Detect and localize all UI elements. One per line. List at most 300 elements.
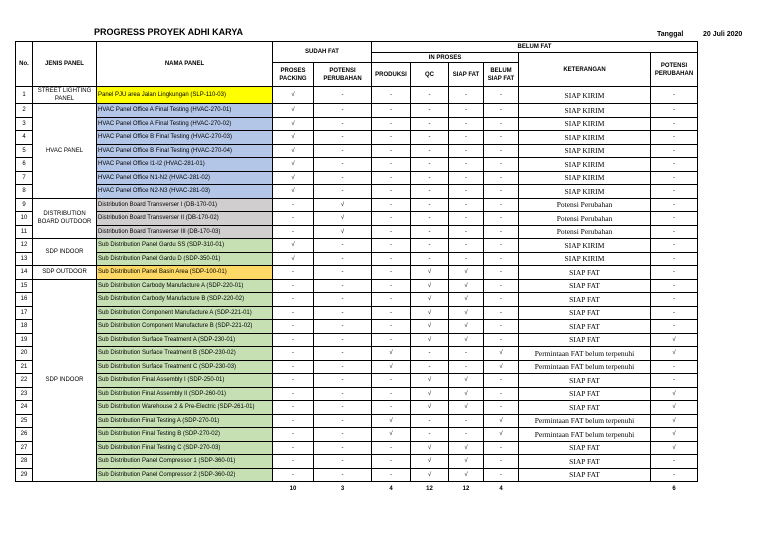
row-no: 26 — [16, 428, 33, 442]
belum-siap-fat-cell: - — [484, 131, 519, 145]
nama-panel-cell: Sub Distribution Final Testing B (SDP-270-02) — [97, 428, 273, 442]
row-no: 11 — [16, 225, 33, 239]
potensi-perubahan-cell: - — [314, 239, 372, 253]
siap-fat-cell: - — [449, 239, 484, 253]
potensi-perubahan-2-cell: - — [651, 104, 698, 118]
produksi-cell: - — [372, 117, 411, 131]
row-no: 6 — [16, 158, 33, 172]
belum-siap-fat-cell: √ — [484, 414, 519, 428]
qc-cell: - — [411, 239, 449, 253]
potensi-perubahan-cell: √ — [314, 198, 372, 212]
table-row — [16, 401, 698, 415]
row-no: 18 — [16, 320, 33, 334]
siap-fat-cell: √ — [449, 320, 484, 334]
potensi-perubahan-cell: - — [314, 347, 372, 361]
nama-panel-cell: Sub Distribution Final Assembly I (SDP-250-01) — [97, 374, 273, 388]
proses-packing-cell: - — [273, 455, 314, 469]
produksi-cell: √ — [372, 414, 411, 428]
row-no: 5 — [16, 144, 33, 158]
date-value: 20 Juli 2020 — [703, 31, 743, 38]
proses-packing-cell: - — [273, 347, 314, 361]
produksi-cell: - — [372, 225, 411, 239]
table-row — [16, 374, 698, 388]
proses-packing-cell: - — [273, 360, 314, 374]
row-no: 10 — [16, 212, 33, 226]
keterangan-cell: SIAP KIRIM — [519, 104, 651, 118]
proses-packing-cell: √ — [273, 87, 314, 104]
jenis-panel-cell: SDP INDOOR — [33, 239, 97, 266]
nama-panel-cell: Distribution Board Transverser II (DB-170-02) — [97, 212, 273, 226]
produksi-cell: √ — [372, 428, 411, 442]
siap-fat-cell: - — [449, 428, 484, 442]
col-proses-packing: PROSES PACKING — [273, 63, 314, 87]
potensi-perubahan-2-cell: - — [651, 360, 698, 374]
potensi-perubahan-2-cell: - — [651, 158, 698, 172]
potensi-perubahan-2-cell: - — [651, 239, 698, 253]
table-header — [16, 42, 698, 87]
col-keterangan: KETERANGAN — [519, 53, 651, 87]
potensi-perubahan-2-cell: - — [651, 144, 698, 158]
produksi-cell: - — [372, 441, 411, 455]
qc-cell: - — [411, 185, 449, 199]
potensi-perubahan-cell: - — [314, 293, 372, 307]
potensi-perubahan-cell: - — [314, 387, 372, 401]
produksi-cell: - — [372, 171, 411, 185]
table-row — [16, 131, 698, 145]
row-no: 9 — [16, 198, 33, 212]
keterangan-cell: SIAP FAT — [519, 266, 651, 280]
keterangan-cell: SIAP FAT — [519, 374, 651, 388]
siap-fat-cell: √ — [449, 333, 484, 347]
keterangan-cell: Potensi Perubahan — [519, 225, 651, 239]
proses-packing-cell: - — [273, 306, 314, 320]
potensi-perubahan-cell: √ — [314, 212, 372, 226]
potensi-perubahan-cell: - — [314, 252, 372, 266]
total-produksi: 4 — [389, 486, 393, 492]
keterangan-cell: SIAP KIRIM — [519, 252, 651, 266]
potensi-perubahan-cell: - — [314, 87, 372, 104]
siap-fat-cell: - — [449, 104, 484, 118]
nama-panel-cell: Sub Distribution Surface Treatment C (SDP-230-03) — [97, 360, 273, 374]
potensi-perubahan-2-cell: - — [651, 374, 698, 388]
table-row — [16, 320, 698, 334]
produksi-cell: - — [372, 198, 411, 212]
table-row — [16, 279, 698, 293]
nama-panel-cell: Sub Distribution Panel Basin Area (SDP-100-01) — [97, 266, 273, 280]
qc-cell: √ — [411, 374, 449, 388]
siap-fat-cell: - — [449, 212, 484, 226]
qc-cell: - — [411, 87, 449, 104]
table-row — [16, 455, 698, 469]
nama-panel-cell: HVAC Panel Office A Final Testing (HVAC-270-01) — [97, 104, 273, 118]
potensi-perubahan-2-cell: - — [651, 266, 698, 280]
potensi-perubahan-2-cell: √ — [651, 441, 698, 455]
potensi-perubahan-2-cell: √ — [651, 401, 698, 415]
proses-packing-cell: - — [273, 198, 314, 212]
proses-packing-cell: - — [273, 428, 314, 442]
potensi-perubahan-2-cell: - — [651, 185, 698, 199]
belum-siap-fat-cell: √ — [484, 360, 519, 374]
belum-siap-fat-cell: - — [484, 279, 519, 293]
nama-panel-cell: Sub Distribution Surface Treatment B (SDP-230-02) — [97, 347, 273, 361]
qc-cell: - — [411, 131, 449, 145]
proses-packing-cell: - — [273, 266, 314, 280]
proses-packing-cell: √ — [273, 117, 314, 131]
qc-cell: - — [411, 144, 449, 158]
belum-siap-fat-cell: - — [484, 387, 519, 401]
potensi-perubahan-2-cell: - — [651, 198, 698, 212]
proses-packing-cell: - — [273, 387, 314, 401]
produksi-cell: - — [372, 239, 411, 253]
belum-siap-fat-cell: - — [484, 225, 519, 239]
produksi-cell: - — [372, 104, 411, 118]
row-no: 20 — [16, 347, 33, 361]
table-row — [16, 144, 698, 158]
proses-packing-cell: - — [273, 279, 314, 293]
keterangan-cell: SIAP FAT — [519, 401, 651, 415]
row-no: 17 — [16, 306, 33, 320]
potensi-perubahan-cell: - — [314, 131, 372, 145]
proses-packing-cell: √ — [273, 158, 314, 172]
proses-packing-cell: - — [273, 225, 314, 239]
nama-panel-cell: Sub Distribution Carbody Manufacture A (SDP-220-01) — [97, 279, 273, 293]
col-potensi-perubahan: POTENSI PERUBAHAN — [314, 63, 372, 87]
qc-cell: - — [411, 428, 449, 442]
qc-cell: - — [411, 117, 449, 131]
potensi-perubahan-cell: - — [314, 171, 372, 185]
proses-packing-cell: - — [273, 293, 314, 307]
qc-cell: √ — [411, 387, 449, 401]
keterangan-cell: SIAP KIRIM — [519, 239, 651, 253]
potensi-perubahan-2-cell: - — [651, 225, 698, 239]
keterangan-cell: SIAP FAT — [519, 306, 651, 320]
row-no: 12 — [16, 239, 33, 253]
nama-panel-cell: Sub Distribution Final Testing A (SDP-270-01) — [97, 414, 273, 428]
nama-panel-cell: Sub Distribution Component Manufacture B (SDP-221-02) — [97, 320, 273, 334]
qc-cell: √ — [411, 320, 449, 334]
potensi-perubahan-2-cell: √ — [651, 347, 698, 361]
potensi-perubahan-cell: - — [314, 104, 372, 118]
table-body — [16, 87, 698, 482]
proses-packing-cell: - — [273, 441, 314, 455]
potensi-perubahan-cell: - — [314, 441, 372, 455]
belum-siap-fat-cell: √ — [484, 347, 519, 361]
qc-cell: √ — [411, 333, 449, 347]
produksi-cell: - — [372, 293, 411, 307]
table-row — [16, 104, 698, 118]
siap-fat-cell: - — [449, 171, 484, 185]
keterangan-cell: SIAP KIRIM — [519, 144, 651, 158]
potensi-perubahan-2-cell: - — [651, 306, 698, 320]
siap-fat-cell: √ — [449, 306, 484, 320]
belum-siap-fat-cell: - — [484, 104, 519, 118]
nama-panel-cell: HVAC Panel Office B Final Testing (HVAC-270-03) — [97, 131, 273, 145]
potensi-perubahan-2-cell: √ — [651, 333, 698, 347]
belum-siap-fat-cell: - — [484, 117, 519, 131]
total-proses-packing: 10 — [289, 486, 297, 492]
siap-fat-cell: √ — [449, 441, 484, 455]
nama-panel-cell: Sub Distribution Final Assembly II (SDP-260-01) — [97, 387, 273, 401]
keterangan-cell: SIAP FAT — [519, 468, 651, 482]
row-no: 3 — [16, 117, 33, 131]
row-no: 23 — [16, 387, 33, 401]
potensi-perubahan-2-cell: - — [651, 279, 698, 293]
siap-fat-cell: √ — [449, 455, 484, 469]
belum-siap-fat-cell: - — [484, 455, 519, 469]
qc-cell: - — [411, 198, 449, 212]
potensi-perubahan-2-cell: - — [651, 455, 698, 469]
nama-panel-cell: Distribution Board Transverser I (DB-170-01) — [97, 198, 273, 212]
siap-fat-cell: √ — [449, 401, 484, 415]
keterangan-cell: Potensi Perubahan — [519, 212, 651, 226]
potensi-perubahan-2-cell: - — [651, 293, 698, 307]
siap-fat-cell: √ — [449, 387, 484, 401]
potensi-perubahan-cell: - — [314, 428, 372, 442]
potensi-perubahan-cell: - — [314, 414, 372, 428]
produksi-cell: - — [372, 131, 411, 145]
proses-packing-cell: - — [273, 212, 314, 226]
row-no: 13 — [16, 252, 33, 266]
table-totals — [16, 482, 698, 497]
row-no: 1 — [16, 87, 33, 104]
siap-fat-cell: √ — [449, 279, 484, 293]
keterangan-cell: Permintaan FAT belum terpenuhi — [519, 360, 651, 374]
potensi-perubahan-cell: - — [314, 185, 372, 199]
col-in-proses: IN PROSES — [372, 53, 519, 63]
siap-fat-cell: - — [449, 131, 484, 145]
row-no: 27 — [16, 441, 33, 455]
produksi-cell: - — [372, 468, 411, 482]
nama-panel-cell: Sub Distribution Component Manufacture A (SDP-221-01) — [97, 306, 273, 320]
table-row — [16, 266, 698, 280]
table-row — [16, 306, 698, 320]
proses-packing-cell: √ — [273, 239, 314, 253]
total-siap-fat: 12 — [462, 486, 470, 492]
potensi-perubahan-2-cell: √ — [651, 387, 698, 401]
qc-cell: - — [411, 212, 449, 226]
qc-cell: - — [411, 225, 449, 239]
potensi-perubahan-cell: - — [314, 144, 372, 158]
keterangan-cell: SIAP KIRIM — [519, 171, 651, 185]
table-row — [16, 333, 698, 347]
produksi-cell: - — [372, 185, 411, 199]
belum-siap-fat-cell: - — [484, 239, 519, 253]
keterangan-cell: SIAP KIRIM — [519, 87, 651, 104]
produksi-cell: √ — [372, 347, 411, 361]
date-label: Tanggal — [657, 31, 684, 38]
proses-packing-cell: √ — [273, 252, 314, 266]
col-qc: QC — [411, 63, 449, 87]
keterangan-cell: SIAP KIRIM — [519, 131, 651, 145]
potensi-perubahan-cell: - — [314, 360, 372, 374]
row-no: 19 — [16, 333, 33, 347]
nama-panel-cell: HVAC Panel Office B Final Testing (HVAC-270-04) — [97, 144, 273, 158]
keterangan-cell: SIAP FAT — [519, 293, 651, 307]
produksi-cell: - — [372, 87, 411, 104]
siap-fat-cell: - — [449, 252, 484, 266]
siap-fat-cell: - — [449, 347, 484, 361]
produksi-cell: - — [372, 320, 411, 334]
produksi-cell: - — [372, 387, 411, 401]
belum-siap-fat-cell: - — [484, 198, 519, 212]
col-nama-panel: NAMA PANEL — [97, 42, 273, 87]
qc-cell: - — [411, 171, 449, 185]
keterangan-cell: Permintaan FAT belum terpenuhi — [519, 428, 651, 442]
table-row — [16, 198, 698, 212]
row-no: 22 — [16, 374, 33, 388]
belum-siap-fat-cell: - — [484, 144, 519, 158]
row-no: 29 — [16, 468, 33, 482]
potensi-perubahan-cell: - — [314, 279, 372, 293]
produksi-cell: - — [372, 401, 411, 415]
produksi-cell: √ — [372, 360, 411, 374]
nama-panel-cell: Sub Distribution Final Testing C (SDP-270-03) — [97, 441, 273, 455]
proses-packing-cell: - — [273, 333, 314, 347]
potensi-perubahan-cell: √ — [314, 225, 372, 239]
qc-cell: - — [411, 158, 449, 172]
qc-cell: √ — [411, 293, 449, 307]
col-sudah-fat: SUDAH FAT — [273, 42, 372, 63]
siap-fat-cell: - — [449, 198, 484, 212]
proses-packing-cell: √ — [273, 104, 314, 118]
jenis-panel-cell: HVAC PANEL — [33, 104, 97, 199]
belum-siap-fat-cell: - — [484, 293, 519, 307]
potensi-perubahan-2-cell: √ — [651, 414, 698, 428]
keterangan-cell: SIAP FAT — [519, 320, 651, 334]
col-belum-fat: BELUM FAT — [372, 42, 698, 53]
keterangan-cell: Potensi Perubahan — [519, 198, 651, 212]
col-no: No. — [16, 42, 33, 87]
potensi-perubahan-cell: - — [314, 401, 372, 415]
total-potensi-perubahan-2: 6 — [672, 486, 676, 492]
nama-panel-cell: Sub Distribution Panel Gardu D (SDP-350-01) — [97, 252, 273, 266]
produksi-cell: - — [372, 333, 411, 347]
table-row — [16, 347, 698, 361]
produksi-cell: - — [372, 374, 411, 388]
proses-packing-cell: - — [273, 401, 314, 415]
siap-fat-cell: - — [449, 158, 484, 172]
siap-fat-cell: √ — [449, 374, 484, 388]
belum-siap-fat-cell: - — [484, 320, 519, 334]
nama-panel-cell: Sub Distribution Panel Gardu SS (SDP-310-01) — [97, 239, 273, 253]
nama-panel-cell: HVAC Panel Office I1-I2 (HVAC-281-01) — [97, 158, 273, 172]
produksi-cell: - — [372, 306, 411, 320]
proses-packing-cell: √ — [273, 144, 314, 158]
siap-fat-cell: √ — [449, 266, 484, 280]
belum-siap-fat-cell: - — [484, 252, 519, 266]
potensi-perubahan-cell: - — [314, 306, 372, 320]
keterangan-cell: SIAP FAT — [519, 455, 651, 469]
siap-fat-cell: - — [449, 185, 484, 199]
potensi-perubahan-cell: - — [314, 455, 372, 469]
row-no: 16 — [16, 293, 33, 307]
table-row — [16, 441, 698, 455]
keterangan-cell: Permintaan FAT belum terpenuhi — [519, 347, 651, 361]
qc-cell: - — [411, 347, 449, 361]
table-row — [16, 225, 698, 239]
potensi-perubahan-2-cell: √ — [651, 428, 698, 442]
row-no: 2 — [16, 104, 33, 118]
table-row — [16, 387, 698, 401]
table-row — [16, 239, 698, 253]
belum-siap-fat-cell: - — [484, 212, 519, 226]
produksi-cell: - — [372, 252, 411, 266]
qc-cell: √ — [411, 306, 449, 320]
belum-siap-fat-cell: - — [484, 401, 519, 415]
col-potensi-perubahan-2: POTENSI PERUBAHAN — [651, 53, 698, 87]
siap-fat-cell: - — [449, 414, 484, 428]
belum-siap-fat-cell: - — [484, 171, 519, 185]
nama-panel-cell: HVAC Panel Office N1-N2 (HVAC-281-02) — [97, 171, 273, 185]
produksi-cell: - — [372, 212, 411, 226]
table-row — [16, 212, 698, 226]
table-row — [16, 158, 698, 172]
total-potensi-perubahan: 3 — [340, 486, 345, 492]
siap-fat-cell: √ — [449, 468, 484, 482]
table-row — [16, 414, 698, 428]
siap-fat-cell: - — [449, 117, 484, 131]
progress-table — [15, 41, 698, 496]
produksi-cell: - — [372, 455, 411, 469]
potensi-perubahan-2-cell: - — [651, 320, 698, 334]
total-belum-siap-fat: 4 — [499, 486, 503, 492]
jenis-panel-cell: STREET LIGHTING PANEL — [33, 87, 97, 104]
keterangan-cell: SIAP KIRIM — [519, 185, 651, 199]
keterangan-cell: SIAP FAT — [519, 441, 651, 455]
qc-cell: √ — [411, 401, 449, 415]
potensi-perubahan-cell: - — [314, 374, 372, 388]
proses-packing-cell: - — [273, 414, 314, 428]
qc-cell: - — [411, 360, 449, 374]
keterangan-cell: SIAP KIRIM — [519, 158, 651, 172]
proses-packing-cell: - — [273, 320, 314, 334]
belum-siap-fat-cell: - — [484, 441, 519, 455]
produksi-cell: - — [372, 279, 411, 293]
potensi-perubahan-cell: - — [314, 468, 372, 482]
potensi-perubahan-2-cell: - — [651, 212, 698, 226]
nama-panel-cell: Distribution Board Transverser III (DB-170-03) — [97, 225, 273, 239]
siap-fat-cell: - — [449, 225, 484, 239]
qc-cell: √ — [411, 441, 449, 455]
proses-packing-cell: - — [273, 468, 314, 482]
row-no: 14 — [16, 266, 33, 280]
nama-panel-cell: Sub Distribution Panel Compressor 2 (SDP-360-02) — [97, 468, 273, 482]
keterangan-cell: SIAP KIRIM — [519, 117, 651, 131]
col-siap-fat: SIAP FAT — [449, 63, 484, 87]
table-row — [16, 117, 698, 131]
qc-cell: - — [411, 252, 449, 266]
qc-cell: - — [411, 414, 449, 428]
siap-fat-cell: - — [449, 144, 484, 158]
table-row — [16, 293, 698, 307]
nama-panel-cell: HVAC Panel Office N2-N3 (HVAC-281-03) — [97, 185, 273, 199]
report-title: PROGRESS PROYEK ADHI KARYA — [94, 27, 244, 37]
table-row — [16, 171, 698, 185]
nama-panel-cell: HVAC Panel Office A Final Testing (HVAC-270-02) — [97, 117, 273, 131]
belum-siap-fat-cell: - — [484, 266, 519, 280]
jenis-panel-cell: SDP OUTDOOR — [33, 266, 97, 280]
produksi-cell: - — [372, 158, 411, 172]
potensi-perubahan-cell: - — [314, 320, 372, 334]
produksi-cell: - — [372, 144, 411, 158]
table-row — [16, 252, 698, 266]
potensi-perubahan-2-cell: - — [651, 252, 698, 266]
siap-fat-cell: - — [449, 360, 484, 374]
keterangan-cell: SIAP FAT — [519, 387, 651, 401]
potensi-perubahan-2-cell: - — [651, 87, 698, 104]
row-no: 7 — [16, 171, 33, 185]
table-row — [16, 468, 698, 482]
